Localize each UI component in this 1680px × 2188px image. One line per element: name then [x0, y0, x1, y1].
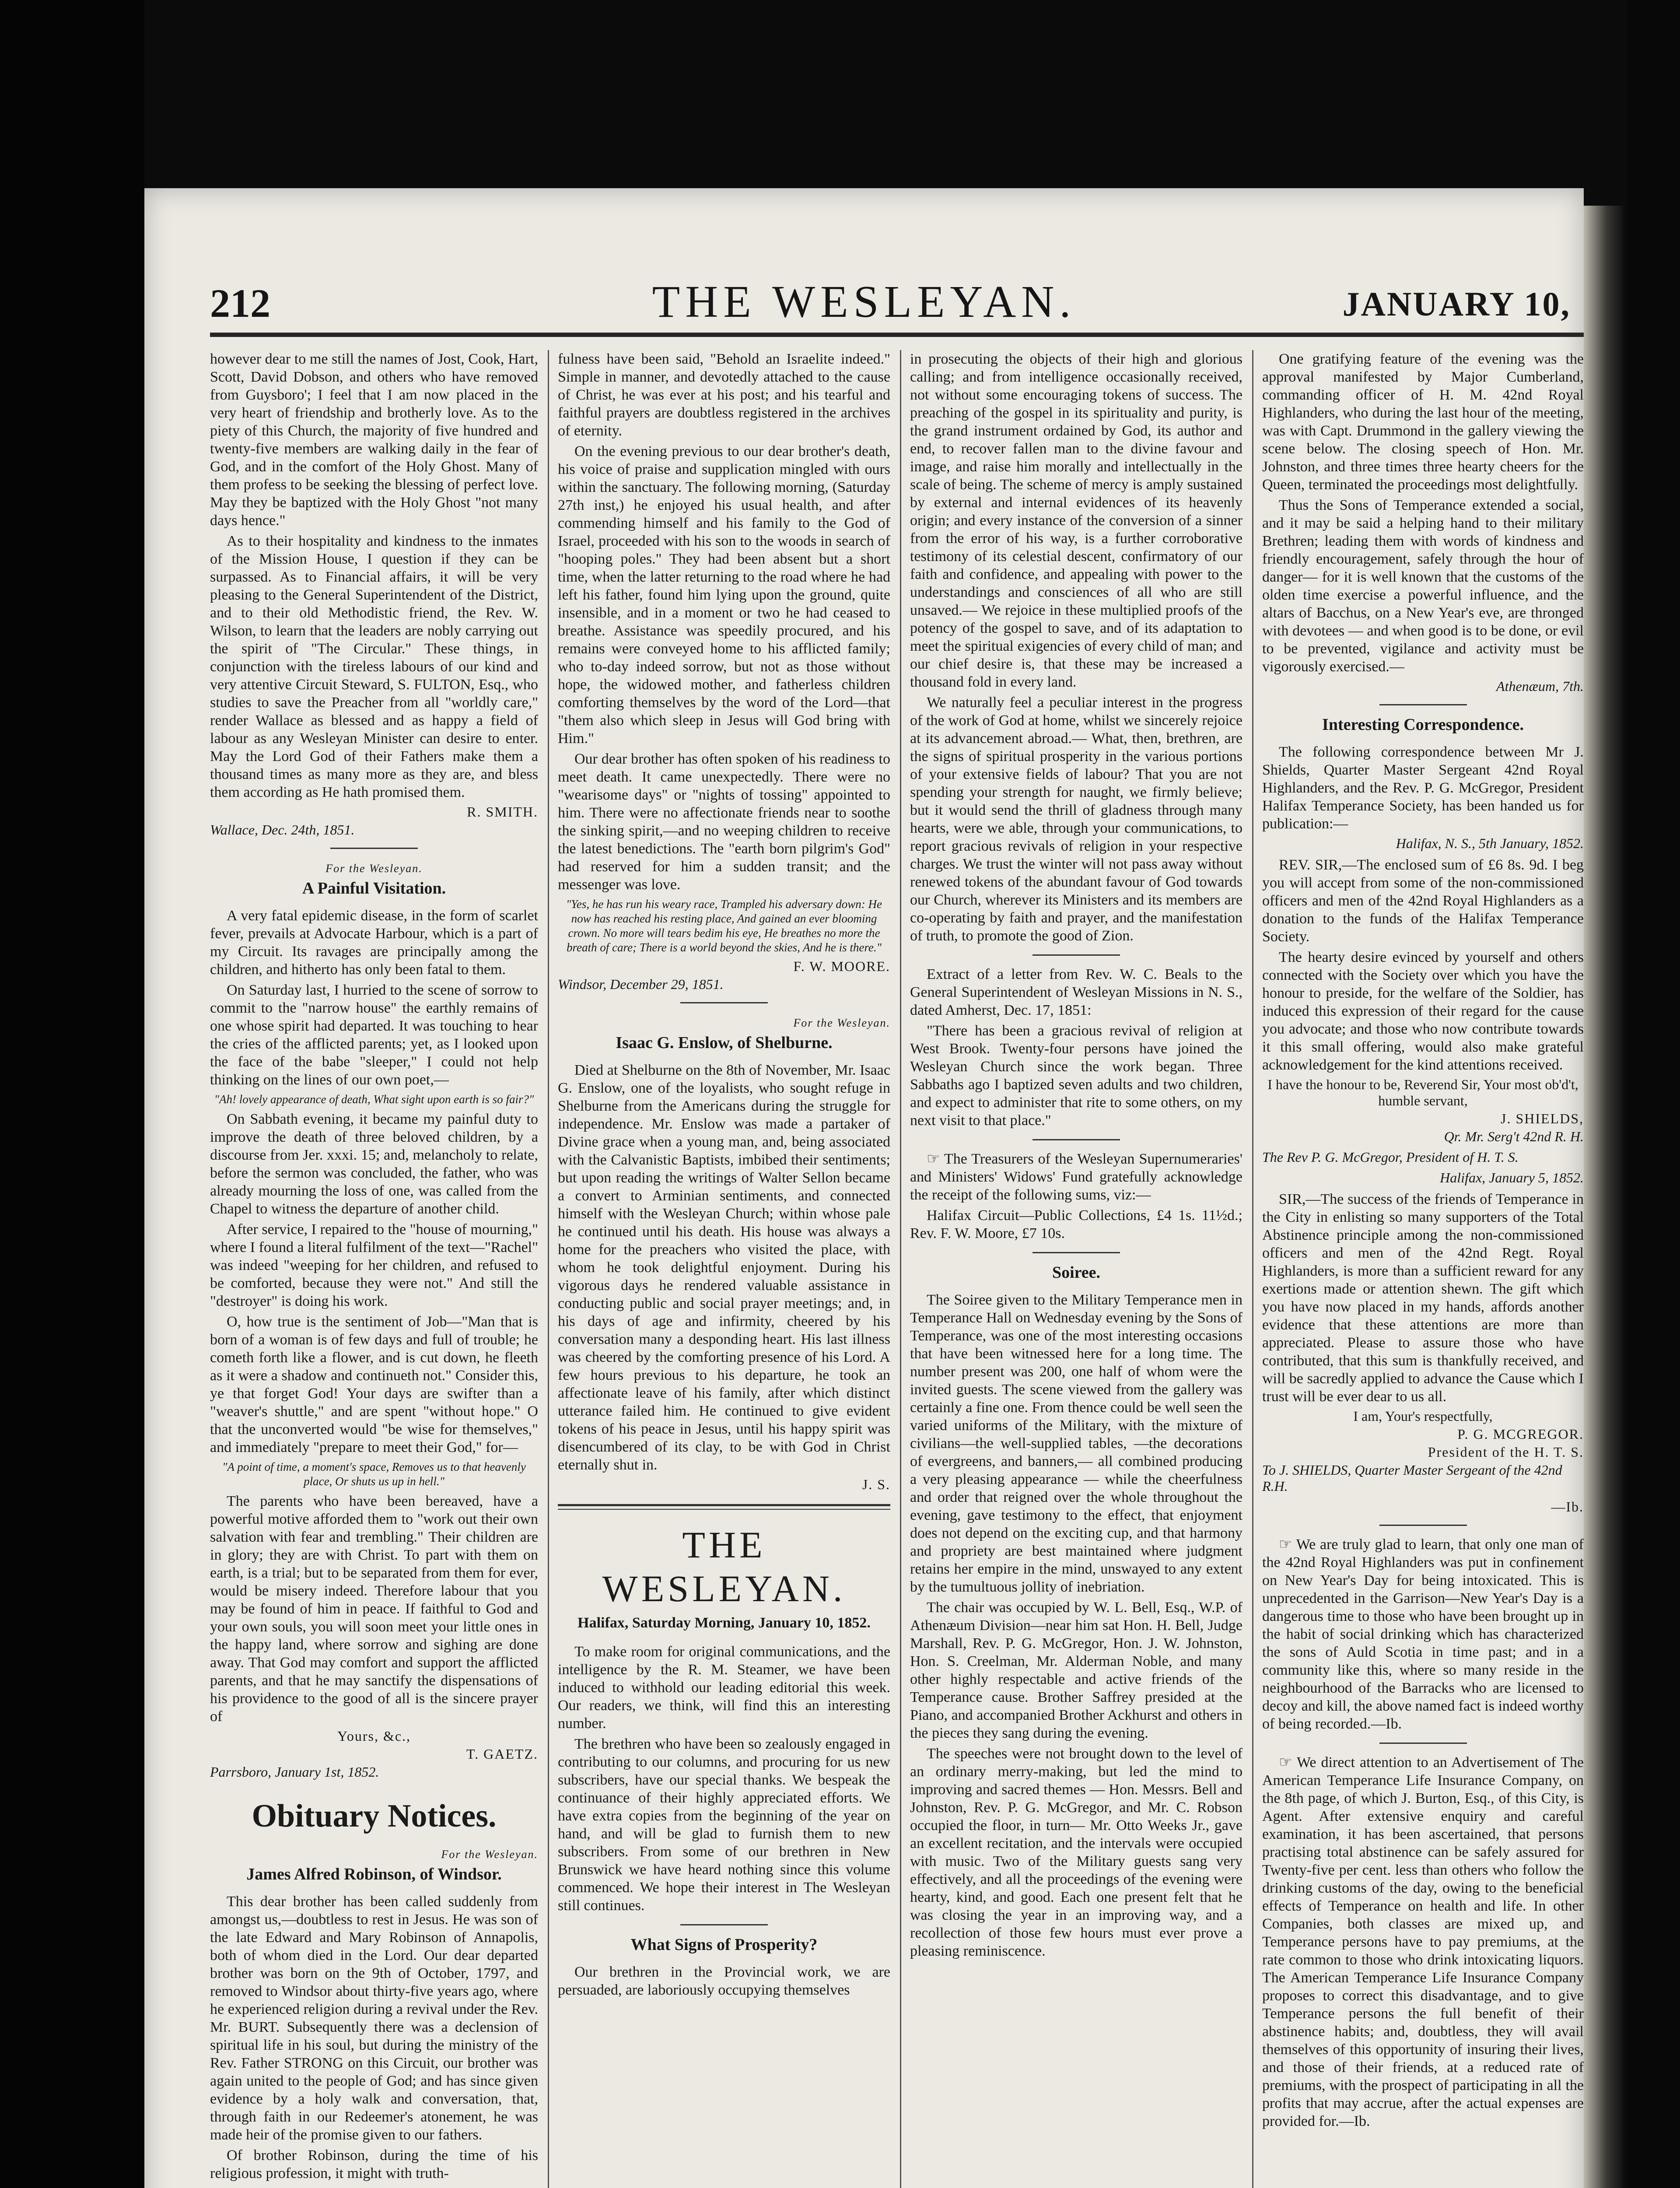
column-rule: [1252, 350, 1253, 2188]
editorial-title: THE WESLEYAN.: [602, 1524, 846, 1609]
signature: P. G. MCGREGOR.: [1457, 1426, 1584, 1442]
divider: [1379, 704, 1467, 705]
verse: "A point of time, a moment's space, Removes us to that heavenly place, Or shuts us up in hell.": [222, 1460, 526, 1488]
addressee: To J. SHIELDS, Quarter Master Sergeant of the 42nd R.H.: [1262, 1462, 1562, 1494]
column-2: [558, 350, 890, 2188]
column-rule: [548, 350, 549, 2188]
article-paragraph: One gratifying feature of the evening was the approval manifested by Major Cumberland, commanding officer of H. M. 42nd Royal Highlanders, who during the last hour of the meeting, was with Capt. Drummond in the gallery viewing the scene below. The closing speech of Hon. Mr. Johnston, and three times three hearty cheers for the Queen, terminated the proceedings most delightfully.: [1262, 351, 1584, 493]
article-paragraph: On Saturday last, I hurried to the scene of sorrow to commit to the "narrow house" the earthly remains of one whose spirit had departed. It was touching to hear the cries of the afflicted parents; yet, as I looked upon the face of the babe "sleeper," I could not help thinking on the lines of our own poet,—: [210, 982, 538, 1088]
section-heading: Obituary Notices.: [252, 1798, 497, 1834]
article-paragraph: however dear to me still the names of Jost, Cook, Hart, Scott, David Dobson, and others who have removed from Guysboro'; I feel that I am now placed in the very heart of friendship and brotherly love. As to the piety of this Church, the majority of five hundred and twenty-five members are walking daily in the fear of God, and in the comfort of the Holy Ghost. Many of them profess to be seeking the blessing of perfect love. May they be baptized with the Holy Ghost "not many days hence.": [210, 351, 538, 529]
article-paragraph: REV. SIR,—The enclosed sum of £6 8s. 9d. I beg you will accept from some of the non-commissioned officers and men of the 42nd Royal Highlanders as a donation to the funds of the Halifax Temperance Society.: [1262, 857, 1584, 945]
article-paragraph: On the evening previous to our dear brother's death, his voice of praise and supplication mingled with ours within the sanctuary. The following morning, (Saturday 27th inst,) he enjoyed his usual health, and after commending himself and his family to the God of Israel, proceeded with his son to the woods in search of "hooping poles." They had been absent but a short time, when the latter returning to the road where he had left his father, found him lying upon the ground, quite insensible, and in a moment or two he had ceased to breathe. Assistance was speedily procured, and his remains were conveyed home to his afflicted family; who to-day indeed sorrow, but not as those without hope, the widowed mother, and fatherless children comforting themselves by the word of the Lord—that "them also which sleep in Jesus will God bring with Him.": [558, 443, 890, 747]
article-paragraph: The Soiree given to the Military Temperance men in Temperance Hall on Wednesday evening by the Sons of Temperance, was one of the most interesting occasions that have been witnessed here for a long time. The number present was 200, one half of whom were the invited guests. The scene viewed from the gallery was certainly a fine one. From thence could be well seen the varied uniforms of the Military, with the mixture of civilians—the well-supplied tables, —the decorations of evergreens, and banners,— all combined producing a very pleasing appearance — while the cheerfulness and order that reigned over the whole throughout the evening, gave testimony to the effect, that enjoyment does not depend on the exciting cup, and that harmony and propriety are best maintained where judgment retains her empire in the mind, unswayed to any extent by the tumultuous jollity of inebriation.: [910, 1292, 1242, 1595]
article-paragraph: As to their hospitality and kindness to the inmates of the Mission House, I question if they can be surpassed. As to Financial affairs, it will be very pleasing to the General Superintendent of the District, and to their old Methodistic friend, the Rev. W. Wilson, to learn that the leaders are nobly carrying out the spirit of "The Circular." These things, in conjunction with the tireless labours of our kind and very attentive Circuit Steward, S. FULTON, Esq., who studies to save the Preacher from all "worldly care," render Wallace as blessed and as happy a field of labour as any Wesleyan Minister can desire to enter. May the Lord God of their Fathers make them a thousand times as many more as they are, and bless them according as He hath promised them.: [210, 533, 538, 800]
article-paragraph: A very fatal epidemic disease, in the form of scarlet fever, prevails at Advocate Harbour, which is a part of my Circuit. Its ravages are principally among the children, and hitherto has only been fatal to them.: [210, 908, 538, 978]
article-heading: What Signs of Prosperity?: [630, 1936, 818, 1954]
article-paragraph: The speeches were not brought down to the level of an ordinary merry-making, but led the mind to improving and sacred themes — Hon. Messrs. Bell and Johnston, Rev. P. G. McGregor, and Mr. C. Robson occupied the floor, in turn— Mr. Otto Weeks Jr., gave an excellent recitation, and the intervals were occupied with music. Two of the Military guests sang very effectively, and all the proceedings of the evening were hearty, kind, and good. Each one present felt that he was closing the year in an improving way, and a recollection of those few hours must ever prove a pleasing reminiscence.: [910, 1746, 1242, 1959]
signature: T. GAETZ.: [466, 1746, 538, 1762]
closing: Yours, &c.,: [337, 1728, 411, 1744]
article-paragraph: The following correspondence between Mr J. Shields, Quarter Master Sergeant 42nd Royal Highlanders, and the Rev. P. G. McGregor, President Halifax Temperance Society, has been handed us for publication:—: [1262, 744, 1584, 832]
divider: [330, 848, 418, 849]
credit-line: For the Wesleyan.: [793, 1017, 890, 1029]
source-attribution: Athenæum, 7th.: [1496, 678, 1584, 694]
article-paragraph: in prosecuting the objects of their high and glorious calling; and from intelligence occasionally received, not without some encouraging tokens of success. The preaching of the gospel in its spirituality and purity, is the grand instrument ordained by God, its author and end, to recover fallen man to the divine favour and image, and raise him morally and intellectually in the scale of being. The scheme of mercy is amply sustained by external and internal evidences of its heavenly origin; and every instance of the conversion of a sinner from the error of his way, is a further corroborative testimony of its celestial descent, confirmatory of our faith and confidence, and appealing with power to the understandings and consciences of all who are still unsaved.— We rejoice in these multiplied proofs of the potency of the gospel to save, and of its adaptation to meet the spiritual exigencies of every child of man; and our chief desire is, that these may be increased a thousand fold in every land.: [910, 351, 1242, 690]
article-paragraph: fulness have been said, "Behold an Israelite indeed." Simple in manner, and devotedly attached to the cause of Christ, he was ever at his post; and his tearful and faithful prayers are doubtless registered in the archives of eternity.: [558, 351, 890, 439]
column-4: [1262, 350, 1584, 2188]
dateline: Wallace, Dec. 24th, 1851.: [210, 822, 355, 838]
article-paragraph: Thus the Sons of Temperance extended a social, and it may be said a helping hand to their military Brethren; leading them with words of kindness and friendly encouragement, safely through the hour of danger— for it is well known that the customs of the olden time exercise a powerful influence, and the altars of Bacchus, on a New Year's eve, are thronged with devotees — and when good is to be done, or evil to be prevented, vigilance and activity must be vigorously exercised.—: [1262, 497, 1584, 675]
issue-date: JANUARY 10,: [1342, 285, 1571, 323]
article-paragraph: We naturally feel a peculiar interest in the progress of the work of God at home, whilst we sincerely rejoice at its advancement abroad.— What, then, brethren, are the signs of spiritual prosperity in the various portions of your extensive fields of labour? That you are not spending your strength for naught, we firmly believe; but it would send the thrill of gladness through many hearts, were we able, through your communications, to report gracious revivals of religion in your respective charges. We trust the winter will not pass away without renewed tokens of the abundant favour of God towards our Church, wherever its Ministers and its members are co-operating by faith and prayer, and the manifestation of truth, to promote the good of Zion.: [910, 694, 1242, 944]
signature: R. SMITH.: [467, 804, 538, 820]
article-paragraph: ☞ We direct attention to an Advertisement of The American Temperance Life Insurance Company, on the 8th page, of which J. Burton, Esq., of this City, is Agent. After extensive enquiry and careful examination, it has been ascertained, that persons practising total abstinence can be safely assured for Twenty-five per cent. less than others who follow the drinking customs of the day, owing to the beneficial effects of Temperance on health and life. In other Companies, both classes are mixed up, and Temperance persons have to pay premiums, at the rate common to those who drink intoxicating liquors. The American Temperance Life Insurance Company proposes to correct this disadvantage, and to give Temperance persons the full benefit of their abstinence habits; and, doubtless, they will avail themselves of this opportunity of insuring their lives, and those of their friends, at a reduced rate of premiums, with the prospect of participating in all the profits that may accrue, after the actual expenses are provided for.—Ib.: [1262, 1754, 1584, 2129]
addressee: The Rev P. G. McGregor, President of H. T. S.: [1262, 1149, 1519, 1165]
newspaper-page: [144, 188, 1584, 2188]
rank-line: President of the H. T. S.: [1428, 1444, 1584, 1460]
article-paragraph: The brethren who have been so zealously engaged in contributing to our columns, and procuring for us new subscribers, have our special thanks. We bespeak the continuance of their highly appreciated efforts. We have extra copies from the beginning of the year on hand, and will be glad to furnish them to new subscribers. From some of our brethren in New Brunswick we have heard nothing since this volume commenced. We hope their interest in The Wesleyan still continues.: [558, 1736, 890, 1914]
article-paragraph: O, how true is the sentiment of Job—"Man that is born of a woman is of few days and full of trouble; he cometh forth like a flower, and is cut down, he fleeth as it were a shadow and continueth not." Consider this, ye that forget God! Your days are swifter than a "weaver's shuttle," and are spent "without hope." O that the unconverted would "be wise for themselves," and immediately "prepare to meet their God," for—: [210, 1314, 538, 1455]
article-paragraph: The hearty desire evinced by yourself and others connected with the Society over which you have the honour to preside, for the welfare of the Soldier, has induced this expression of their regard for the cause you advocate; and those who now contribute towards it this small offering, would also make grateful acknowledgement for the kind attentions received.: [1262, 949, 1584, 1073]
source-attribution: —Ib.: [1551, 1499, 1584, 1515]
article-heading: Soiree.: [1052, 1263, 1101, 1282]
article-paragraph: Died at Shelburne on the 8th of November, Mr. Isaac G. Enslow, one of the loyalists, who sought refuge in Shelburne from the Americans during the struggle for independence. Mr. Enslow was made a partaker of Divine grace when a young man, and, being associated with the Calvanistic Baptists, imbibed their sentiments; but upon reading the writings of Walter Sellon became a convert to Arminian sentiments, and connected himself with the Wesleyan Church; within whose pale he continued until his death. His house was always a home for the preachers who visited the place, with whom he took delightful enjoyment. During his vigorous days he rendered valuable assistance in conducting public and social prayer meetings; and, in his days of age and infirmity, cheered by his conversation many a desponding heart. His last illness was cheered by the comforting presence of his Lord. A few hours previous to his departure, he took an affectionate leave of his family, after which distinct utterance failed him. He continued to give evident tokens of his peace in Jesus, until his happy spirit was disencumbered of its clay, to be with God in Christ eternally shut in.: [558, 1062, 890, 1473]
credit-line: For the Wesleyan.: [326, 862, 423, 875]
article-paragraph: The chair was occupied by W. L. Bell, Esq., W.P. of Athenæum Division—near him sat Hon. H. Bell, Judge Marshall, Rev. P. G. McGregor, Hon. J. W. Johnston, Hon. S. Creelman, Mr. Alderman Noble, and many other highly respectable and active friends of the Temperance cause. Brother Saffrey presided at the Piano, and accompanied Brother Ackhurst and others in the pieces they sang during the evening.: [910, 1599, 1242, 1741]
signature: J. SHIELDS,: [1500, 1111, 1584, 1126]
article-heading: Interesting Correspondence.: [1322, 715, 1524, 734]
article-heading: James Alfred Robinson, of Windsor.: [246, 1865, 502, 1883]
verse: "Yes, he has run his weary race, Trampled his adversary down: He now has reached his resting place, And gained an ever blooming crown. No more will tears bedim his eye, He breathes no more the breath of care; There is a world beyond the skies, And he is there.": [566, 898, 882, 954]
divider: [680, 1002, 768, 1003]
article-paragraph: Of brother Robinson, during the time of his religious profession, it might with truth-: [210, 2147, 538, 2181]
dateline: Parrsboro, January 1st, 1852.: [210, 1764, 379, 1780]
column-1: [210, 350, 538, 2188]
closing: I have the honour to be, Reverend Sir, Your most ob'd't, humble servant,: [1267, 1076, 1578, 1108]
divider: [1032, 1252, 1120, 1253]
rank-line: Qr. Mr. Serg't 42nd R. H.: [1444, 1129, 1584, 1144]
article-paragraph: Extract of a letter from Rev. W. C. Beals to the General Superintendent of Wesleyan Missions in N. S., dated Amherst, Dec. 17, 1851:: [910, 966, 1242, 1018]
article-heading: Isaac G. Enslow, of Shelburne.: [616, 1034, 833, 1052]
credit-line: For the Wesleyan.: [441, 1848, 538, 1861]
article-paragraph: Our brethren in the Provincial work, we are persuaded, are laboriously occupying themselves: [558, 1964, 890, 1998]
signature: J. S.: [862, 1476, 890, 1492]
divider: [558, 1504, 890, 1510]
article-heading: A Painful Visitation.: [302, 879, 446, 898]
editorial-date: Halifax, Saturday Morning, January 10, 1852.: [578, 1615, 871, 1631]
divider: [1379, 1525, 1467, 1526]
closing: I am, Your's respectfully,: [1353, 1408, 1493, 1424]
article-paragraph: Halifax Circuit—Public Collections, £4 1s. 11½d.; Rev. F. W. Moore, £7 10s.: [910, 1207, 1242, 1241]
divider: [1032, 954, 1120, 956]
signature: F. W. MOORE.: [793, 958, 890, 974]
paper-title: THE WESLEYAN.: [652, 277, 1076, 327]
divider: [1379, 1743, 1467, 1744]
dateline: Halifax, N. S., 5th January, 1852.: [1396, 835, 1584, 851]
article-paragraph: To make room for original communications, and the intelligence by the R. M. Steamer, we have been induced to withhold our leading editorial this week. Our readers, we think, will find this an interesting number.: [558, 1644, 890, 1732]
article-paragraph: SIR,—The success of the friends of Temperance in the City in enlisting so many supporters of the Total Abstinence principle among the non-commissioned officers and men of the 42nd Regt. Royal Highlanders, is more than a sufficient reward for any exertions made or attention shewn. The gift which you have now placed in my hands, affords another evidence that these attentions are more than appreciated. Please to assure those who have contributed, that this sum is thankfully received, and will be sacredly applied to advance the Cause which I trust will be ever dear to us all.: [1262, 1191, 1584, 1405]
dateline: Windsor, December 29, 1851.: [558, 976, 724, 992]
article-paragraph: After service, I repaired to the "house of mourning," where I found a literal fulfilment of the text—"Rachel" was indeed "weeping for her children, and refused to be comforted, because they were not." And still the "destroyer" is doing his work.: [210, 1221, 538, 1309]
article-paragraph: Our dear brother has often spoken of his readiness to meet death. It came unexpectedly. There were no "wearisome days" or "nights of tossing" appointed to him. There were no affectionate friends near to soothe the sinking spirit,—and no weeping children to receive the latest benedictions. The "earth born pilgrim's God" had reserved for him a sudden transit; and the messenger was love.: [558, 751, 890, 893]
column-rule: [900, 350, 901, 2188]
verse: "Ah! lovely appearance of death, What sight upon earth is so fair?": [214, 1093, 534, 1106]
page-number: 212: [210, 281, 270, 326]
article-paragraph: "There has been a gracious revival of religion at West Brook. Twenty-four persons have joined the Wesleyan Church since the work began. Three Sabbaths ago I baptized seven adults and two children, and expect to administer that rite to some others, on my next visit to that place.": [910, 1023, 1242, 1129]
divider: [680, 1924, 768, 1925]
article-paragraph: The parents who have been bereaved, have a powerful motive afforded them to "work out their own salvation with fear and trembling." Their children are in glory; they are with Christ. To part with them on earth, is a trial; but to be separated from them for ever, would be misery indeed. Therefore labour that you may be found of him in peace. If faithful to God and your own souls, you will soon meet your little ones in the happy land, where sorrow and sighing are done away. That God may comfort and support the afflicted parents, and that he may sanctify the dispensations of his providence to the good of all is the sincere prayer of: [210, 1493, 538, 1725]
article-paragraph: This dear brother has been called suddenly from amongst us,—doubtless to rest in Jesus. He was son of the late Edward and Mary Robinson of Annapolis, both of whom died in the Lord. Our dear departed brother was born on the 9th of October, 1797, and removed to Windsor about thirty-five years ago, where he experienced religion during a revival under the Rev. Mr. BURT. Subsequently there was a declension of spiritual life in his soul, but during the ministry of the Rev. Father STRONG on this Circuit, our brother was again united to the people of God; and has since given evidence by a holy walk and conversation, that, through faith in our Redeemer's atonement, he was made heir of the promise given to our fathers.: [210, 1893, 538, 2143]
column-3: [910, 350, 1242, 2188]
masthead: [144, 276, 1584, 333]
article-paragraph: ☞ We are truly glad to learn, that only one man of the 42nd Royal Highlanders was put in confinement on New Year's Day for being intoxicated. This is unprecedented in the Garrison—New Year's Day is a dangerous time to those who have been brought up in the habit of social drinking which has characterized the sons of Auld Scotia in time past; and in a community like this, where so many reside in the neighbourhood of the Barracks who are licensed to decoy and kill, the above named fact is indeed worthy of being recorded.—Ib.: [1262, 1536, 1584, 1732]
dateline: Halifax, January 5, 1852.: [1440, 1170, 1584, 1185]
film-margin-left: [0, 0, 144, 2188]
header-rule: [210, 333, 1584, 337]
article-paragraph: On Sabbath evening, it became my painful duty to improve the death of three beloved children, by a discourse from Jer. xxxi. 15; and, melancholy to relate, before the sermon was concluded, the father, who was already mourning the loss of one, was called from the Chapel to witness the departure of another child.: [210, 1111, 538, 1217]
divider: [1032, 1139, 1120, 1140]
film-margin-right: [1628, 0, 1680, 2188]
article-paragraph: ☞ The Treasurers of the Wesleyan Supernumeraries' and Ministers' Widows' Fund gratefully acknowledge the receipt of the following sums, viz:—: [910, 1151, 1242, 1203]
